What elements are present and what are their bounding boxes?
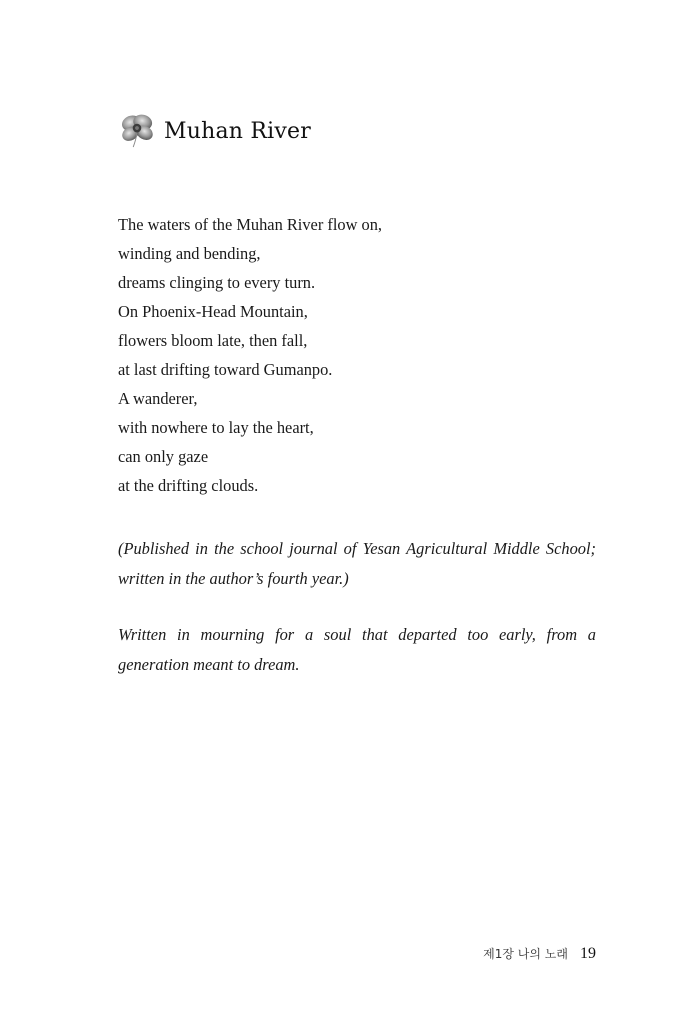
- poem-line: The waters of the Muhan River flow on,: [118, 215, 383, 234]
- publication-note: (Published in the school journal of Yesan Agricultural Middle School; written in the author’s fourth year.): [118, 539, 596, 588]
- poem-line: with nowhere to lay the heart,: [118, 418, 314, 437]
- poem-line: flowers bloom late, then fall,: [118, 331, 308, 350]
- poem-line: winding and bending,: [118, 244, 261, 263]
- page-footer: [483, 945, 596, 963]
- poem-line: at last drifting toward Gumanpo.: [118, 360, 333, 379]
- page-number: 19: [580, 945, 596, 962]
- poem-line: dreams clinging to every turn.: [118, 273, 316, 292]
- title-row: [118, 110, 311, 148]
- dedication-note: Written in mourning for a soul that departed too early, from a generation meant to dream.: [118, 625, 596, 674]
- poem-line: A wanderer,: [118, 389, 198, 408]
- poem-line: at the drifting clouds.: [118, 476, 259, 495]
- poem-body: [118, 210, 598, 500]
- chapter-title: 제1장 나의 노래: [483, 947, 568, 961]
- poem-line: can only gaze: [118, 447, 209, 466]
- flower-icon: [118, 110, 156, 148]
- poem-line: On Phoenix-Head Mountain,: [118, 302, 308, 321]
- poem-title: Muhan River: [164, 118, 311, 144]
